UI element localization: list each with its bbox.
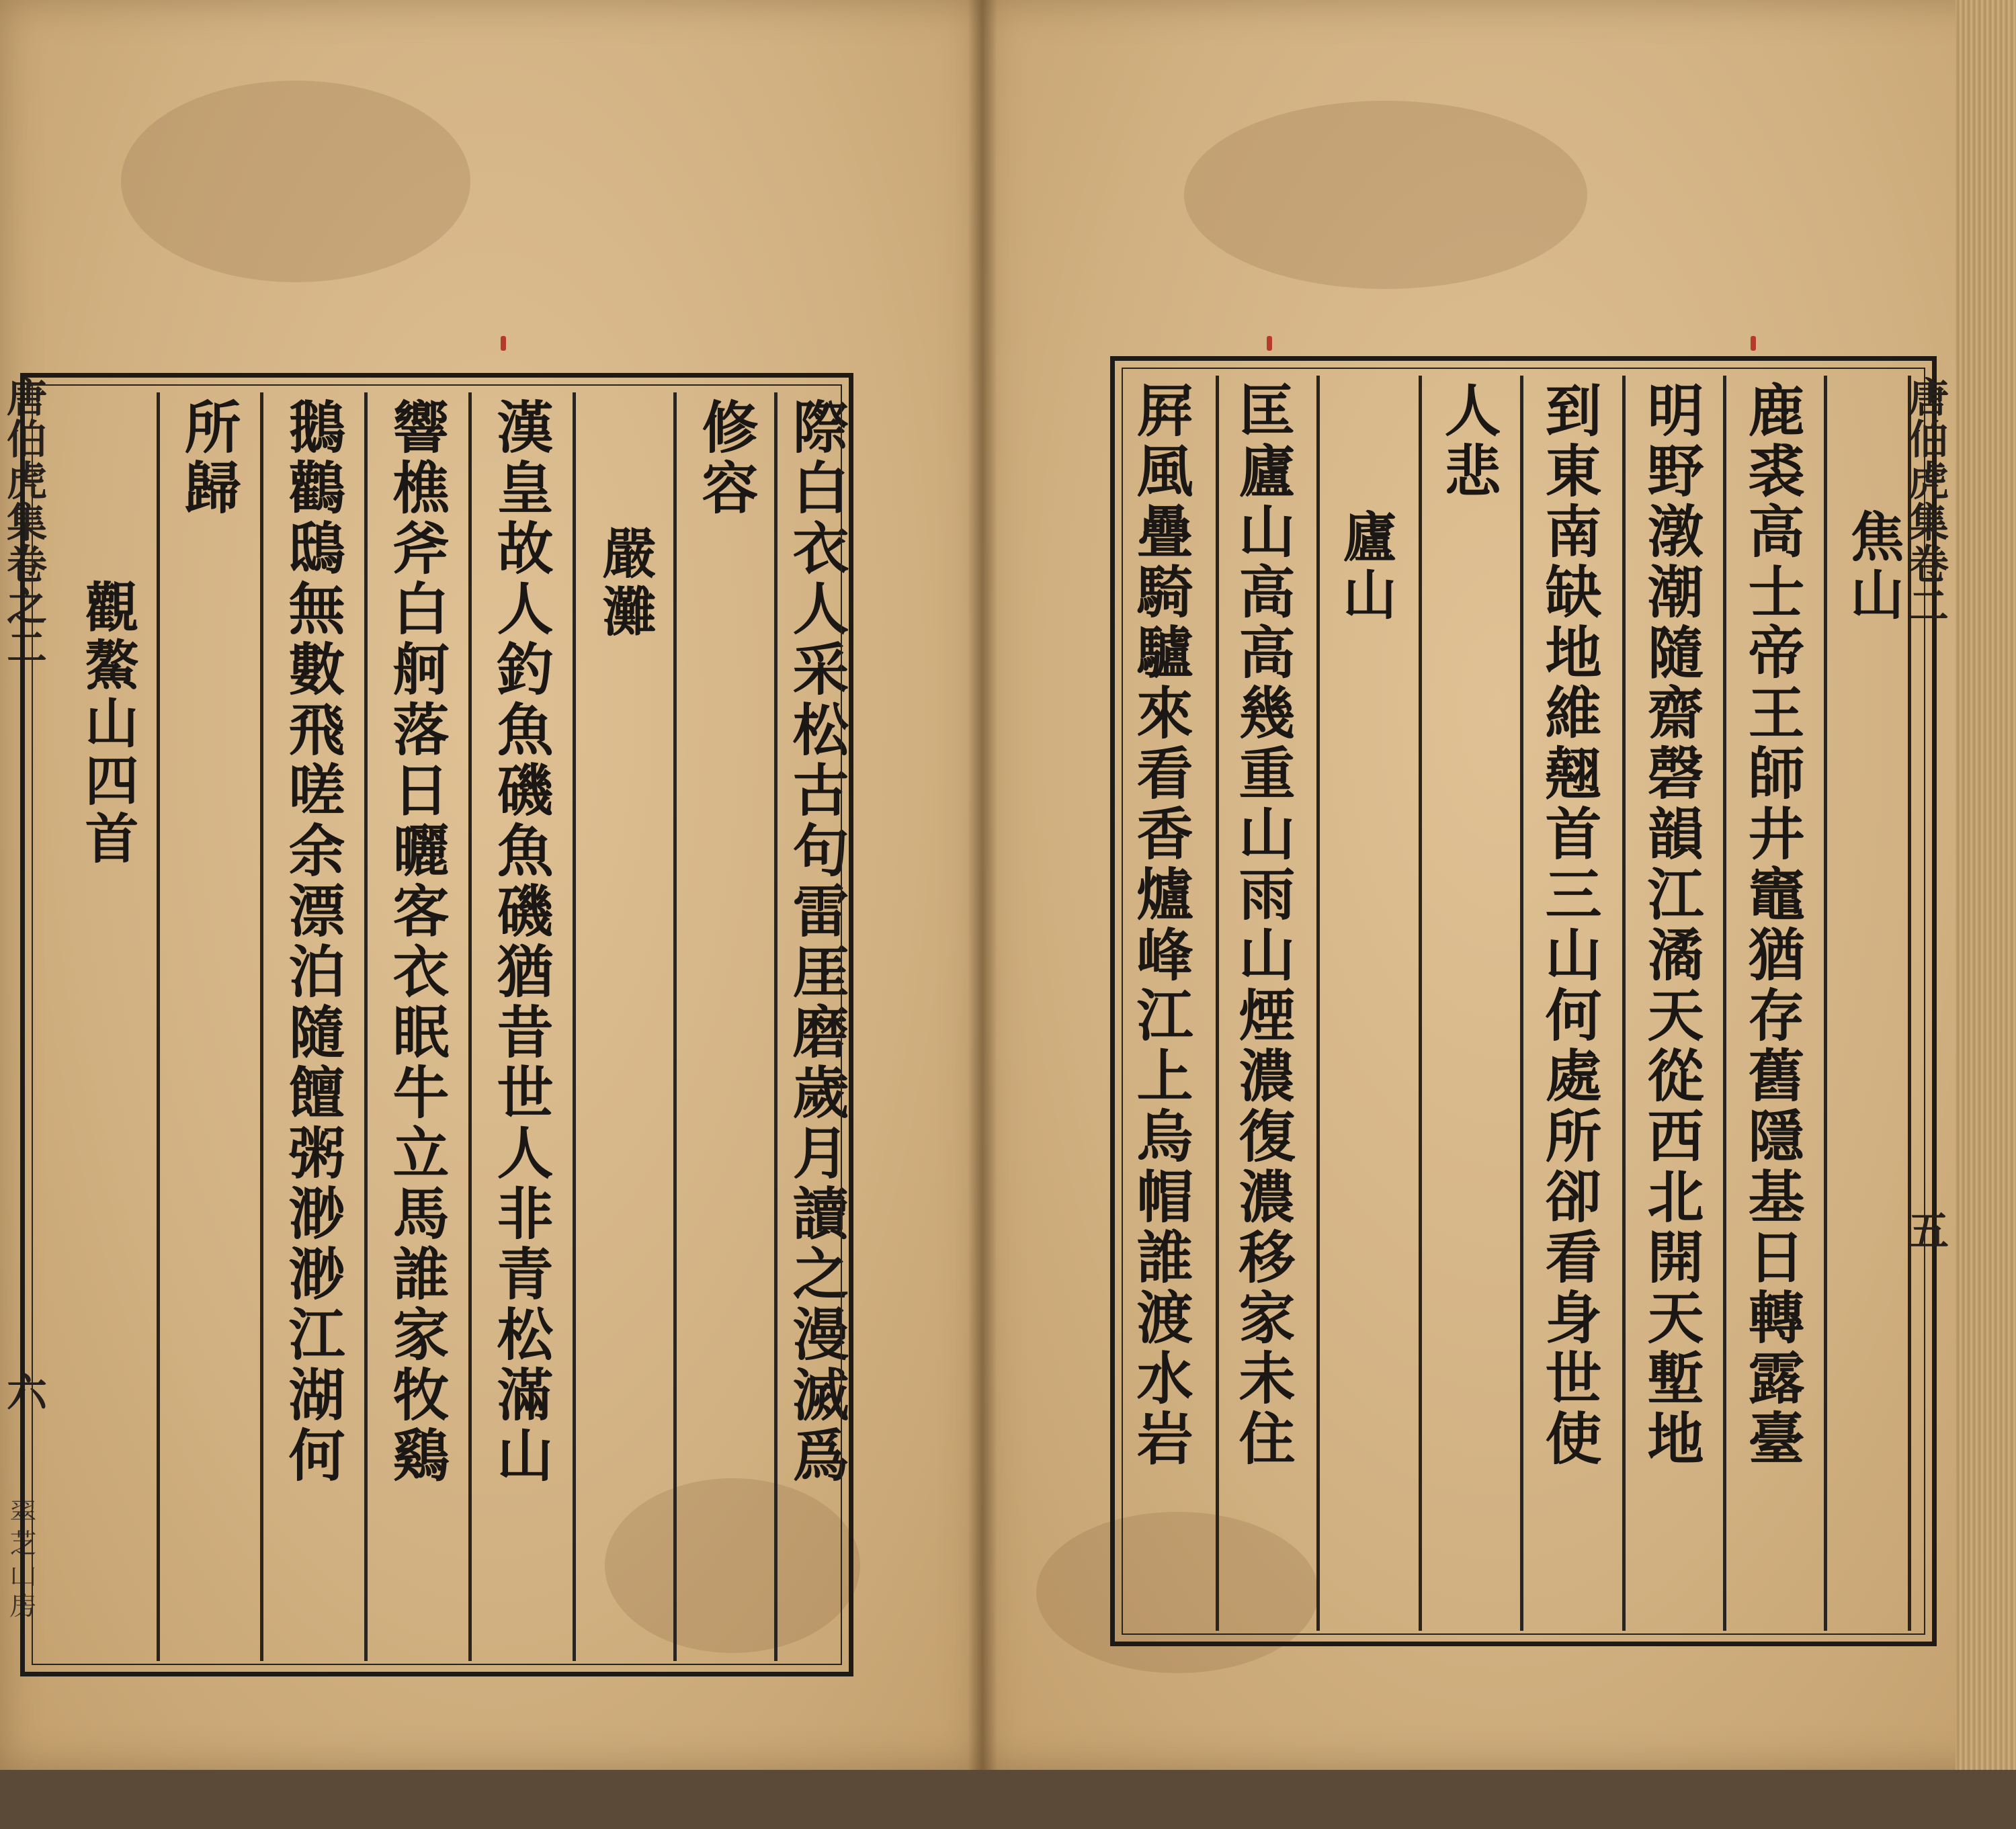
text-column: 所歸 [175,398,242,519]
center-mark [501,336,506,351]
text-column: 鵝鸛鴟無數飛嗟余漂泊隨饘粥渺渺江湖何 [280,398,346,1486]
text-column: 到東南缺地維翹首三山何處所卻看身世使 [1536,381,1603,1470]
column-rule [1723,376,1726,1631]
column-rule [1419,376,1422,1631]
paper-stain [1184,101,1587,289]
right-folio-number: 五 [1902,1209,1949,1251]
column-rule [468,392,472,1661]
text-column: 屛風疊騎驢來看香爐峰江上烏帽誰渡水岩 [1128,381,1194,1470]
column-rule [774,392,778,1661]
text-column: 漢皇故人釣魚磯魚磯猶昔世人非青松滿山 [488,398,554,1486]
left-publisher-mark: 翠芝山房 [5,1498,36,1622]
left-page [0,0,982,1770]
column-rule [1824,376,1827,1631]
column-rule [573,392,576,1661]
column-rule [1622,376,1626,1631]
poem-title-guan-ao-shan: 觀鰲山四首 [76,579,139,868]
poem-title-yan-tan: 嚴灘 [593,525,657,641]
text-column: 明野潡潮隨齋磬韻江潏天從西北開天塹地 [1638,381,1705,1470]
text-column: 修容 [693,398,759,519]
right-margin-title: 唐伯虎集卷二 [1902,376,1949,626]
paper-stain [121,81,470,282]
page-edges [1956,0,2016,1770]
book-gutter [968,0,997,1770]
left-text-frame [20,373,853,1676]
column-rule [1316,376,1320,1631]
right-text-frame [1110,356,1937,1646]
column-rule [364,392,368,1661]
column-rule [260,392,263,1661]
column-rule [157,392,160,1661]
poem-title-jiao-shan: 焦山 [1841,509,1904,624]
poem-title-lu-shan: 廬山 [1334,509,1397,624]
text-column: 際白衣人采松古句雷厓磨歲月讀之漫滅爲 [784,398,850,1486]
column-rule [1216,376,1219,1631]
left-folio-number: 六 [0,1371,47,1412]
text-column: 鹿裘高士帝王師井竈猶存舊隱基日轉露臺 [1739,381,1806,1470]
column-rule [1520,376,1523,1631]
center-mark [1751,336,1756,351]
column-rule [673,392,677,1661]
left-margin-title: 唐伯虎集卷之二 [0,376,47,668]
text-column: 人悲 [1435,381,1502,502]
text-column: 匡廬山高高幾重山雨山煙濃復濃移家未住 [1230,381,1296,1470]
center-mark [1267,336,1272,351]
text-column: 響樵斧白舸落日曬客衣眠牛立馬誰家牧鷄 [384,398,450,1486]
